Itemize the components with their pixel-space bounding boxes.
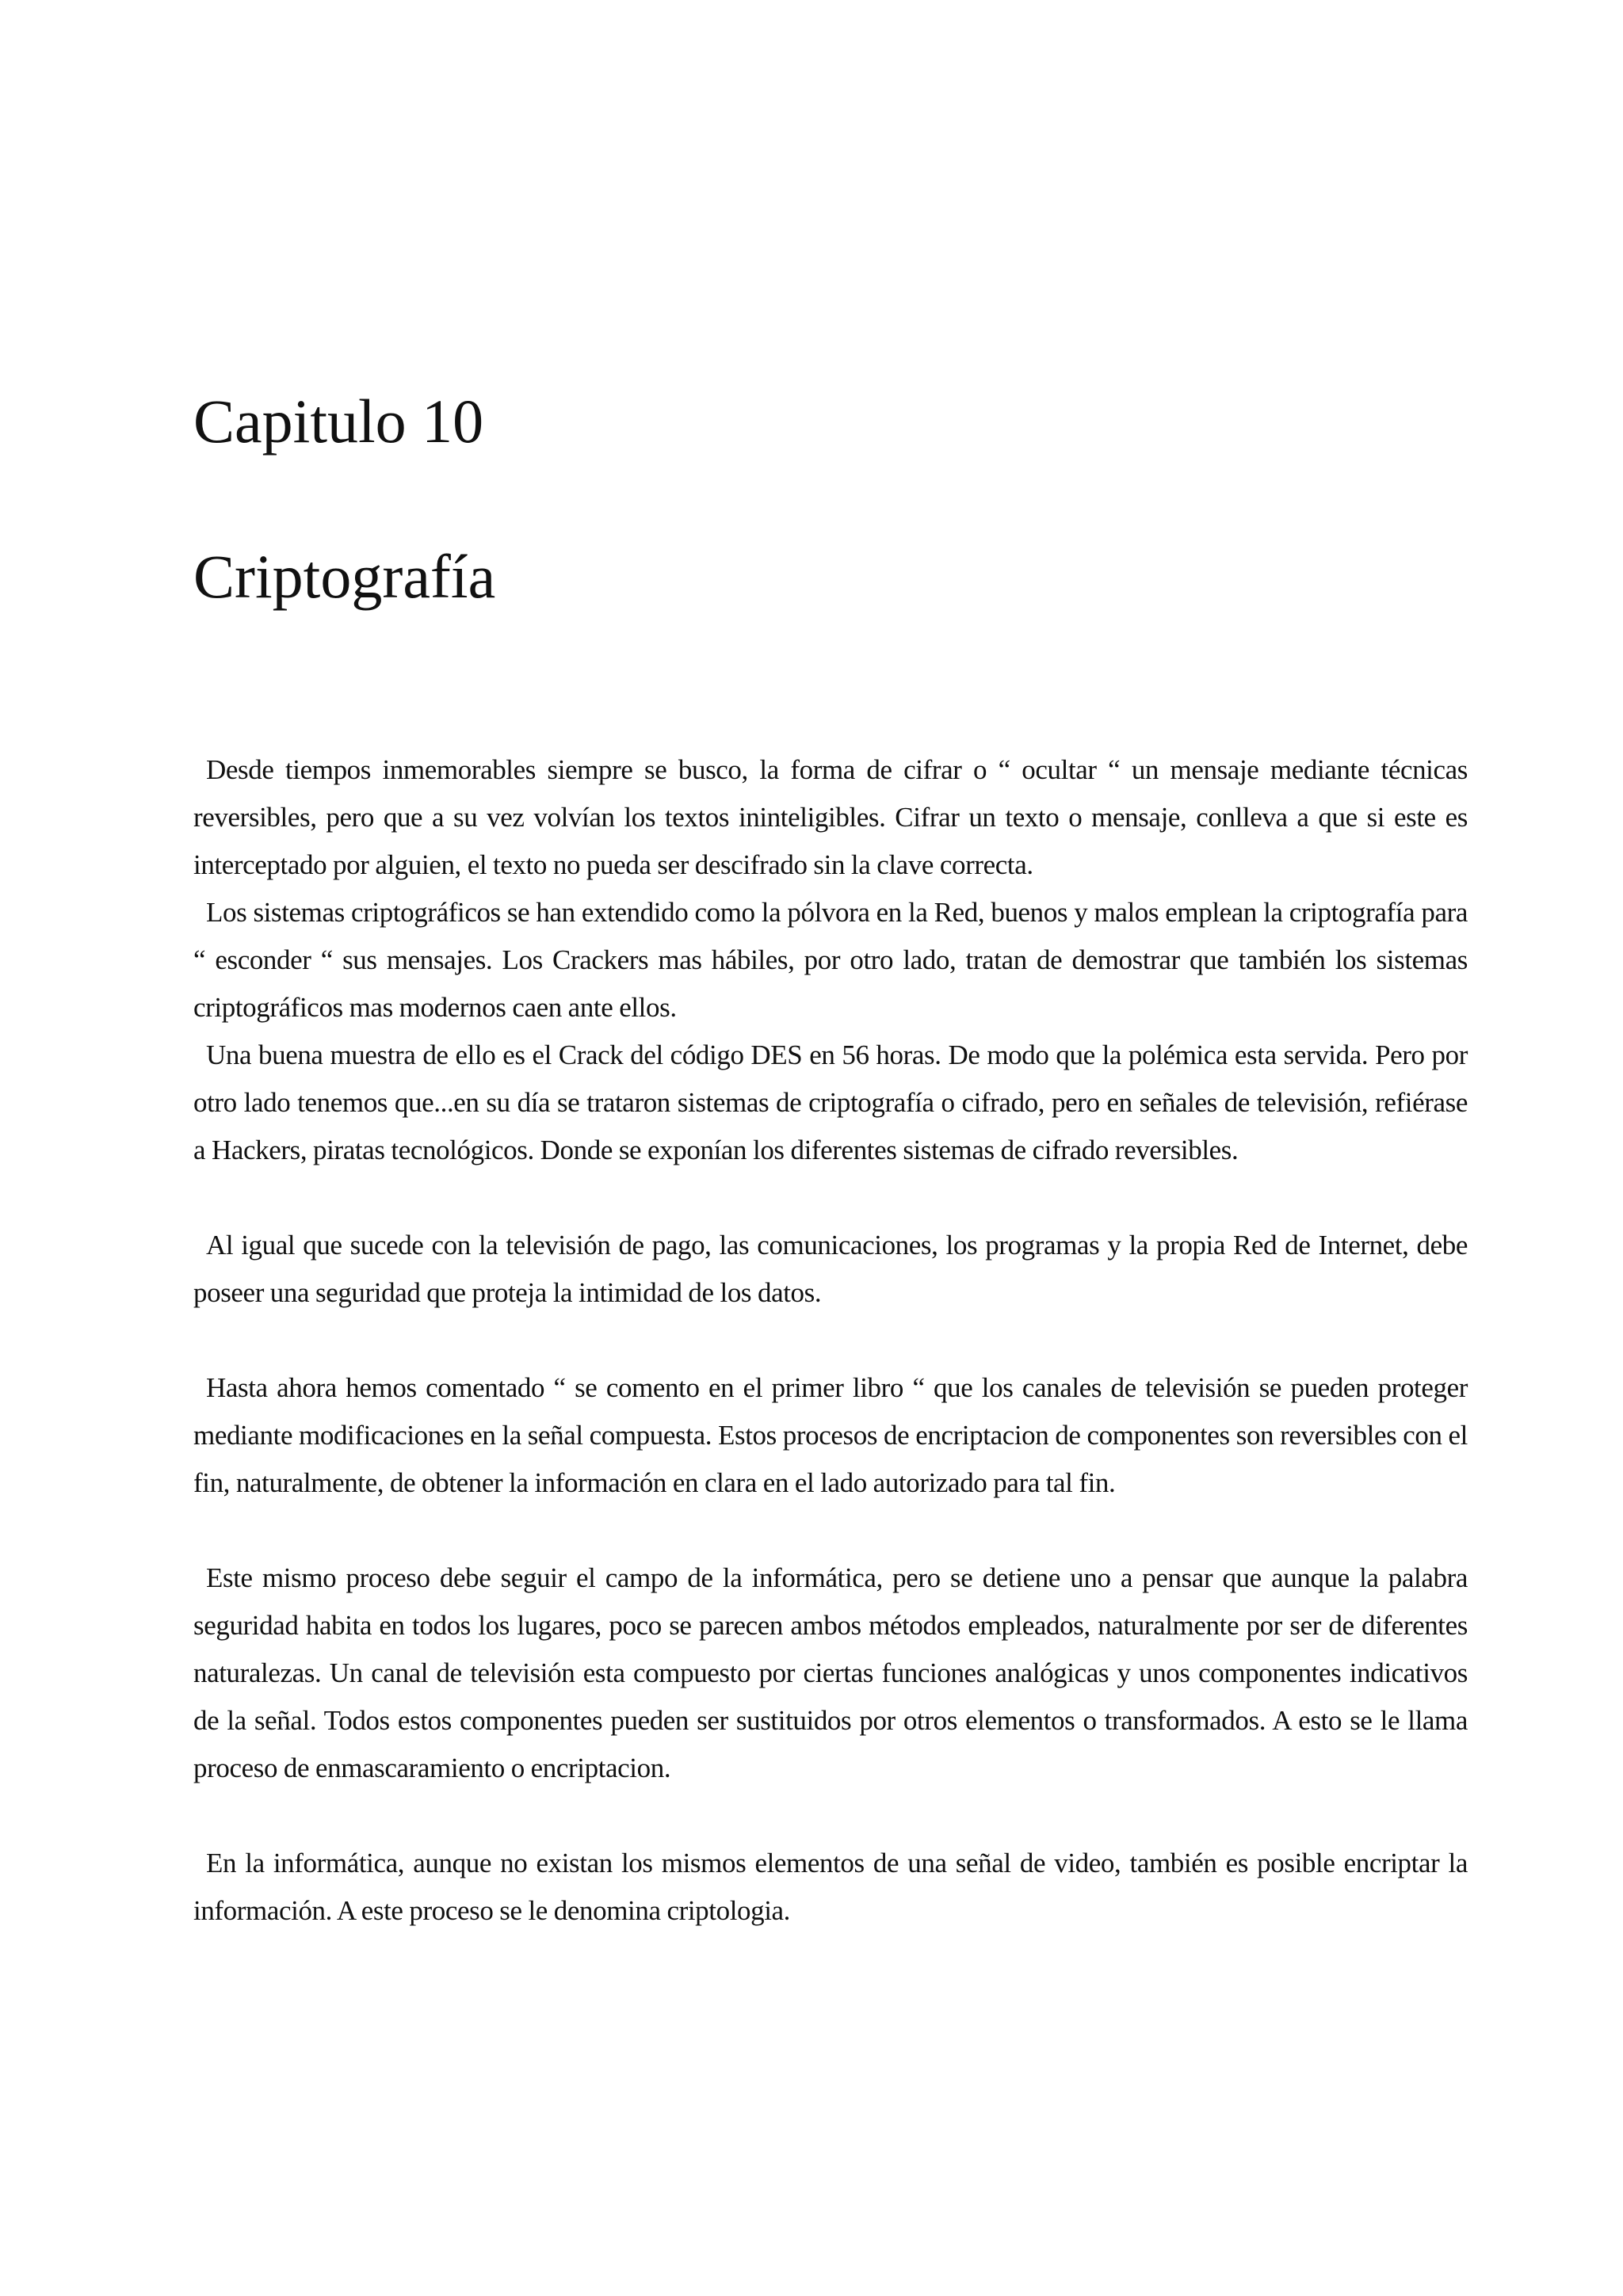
- chapter-number: Capitulo 10: [193, 387, 484, 456]
- paragraph-criptologia: En la informática, aunque no existan los mismos elementos de una señal de video, también es posible encriptar la información. A este proceso se le denomina criptologia.: [193, 1848, 1468, 1926]
- paragraph-pay-tv: Al igual que sucede con la televisión de pago, las comunicaciones, los programas y la propia Red de Internet, debe poseer una seguridad que proteja la intimidad de los datos.: [193, 1230, 1468, 1308]
- paragraph-informatics: Este mismo proceso debe seguir el campo de la informática, pero se detiene uno a pensar que aunque la palabra seguridad habita en todos los lugares, poco se parecen ambos métodos empleados, naturalmente por ser de diferentes naturalezas. Un canal de televisión esta compuesto por ciertas funciones analógicas y unos componentes indicativos de la señal. Todos estos componentes pueden ser sustituidos por otros elementos o transformados. A esto se le llama proceso de enmascaramiento o encriptacion.: [193, 1562, 1468, 1783]
- paragraph-des-crack: Una buena muestra de ello es el Crack del código DES en 56 horas. De modo que la polémica esta servida. Pero por otro lado tenemos que...en su día se trataron sistemas de criptografía o cifrado, pero en señales de televisión, refiérase a Hackers, piratas tecnológicos. Donde se exponían los diferentes sistemas de cifrado reversibles.: [193, 1039, 1468, 1165]
- paragraph-intro: Desde tiempos inmemorables siempre se busco, la forma de cifrar o “ ocultar “ un mensaje mediante técnicas reversibles, pero que a su vez volvían los textos ininteligibles. Cifrar un texto o mensaje, conlleva a que si este es interceptado por alguien, el texto no pueda ser descifrado sin la clave correcta.: [193, 754, 1468, 880]
- chapter-body: [193, 746, 1468, 1935]
- chapter-title: Criptografía: [193, 542, 496, 611]
- paragraph-tv-channels: Hasta ahora hemos comentado “ se comento en el primer libro “ que los canales de televisión se pueden proteger mediante modificaciones en la señal compuesta. Estos procesos de encriptacion de componentes son reversibles con el fin, naturalmente, de obtener la información en clara en el lado autorizado para tal fin.: [193, 1372, 1468, 1498]
- paragraph-crypto-systems: Los sistemas criptográficos se han extendido como la pólvora en la Red, buenos y malos emplean la criptografía para “ esconder “ sus mensajes. Los Crackers mas hábiles, por otro lado, tratan de demostrar que también los sistemas criptográficos mas modernos caen ante ellos.: [193, 897, 1468, 1023]
